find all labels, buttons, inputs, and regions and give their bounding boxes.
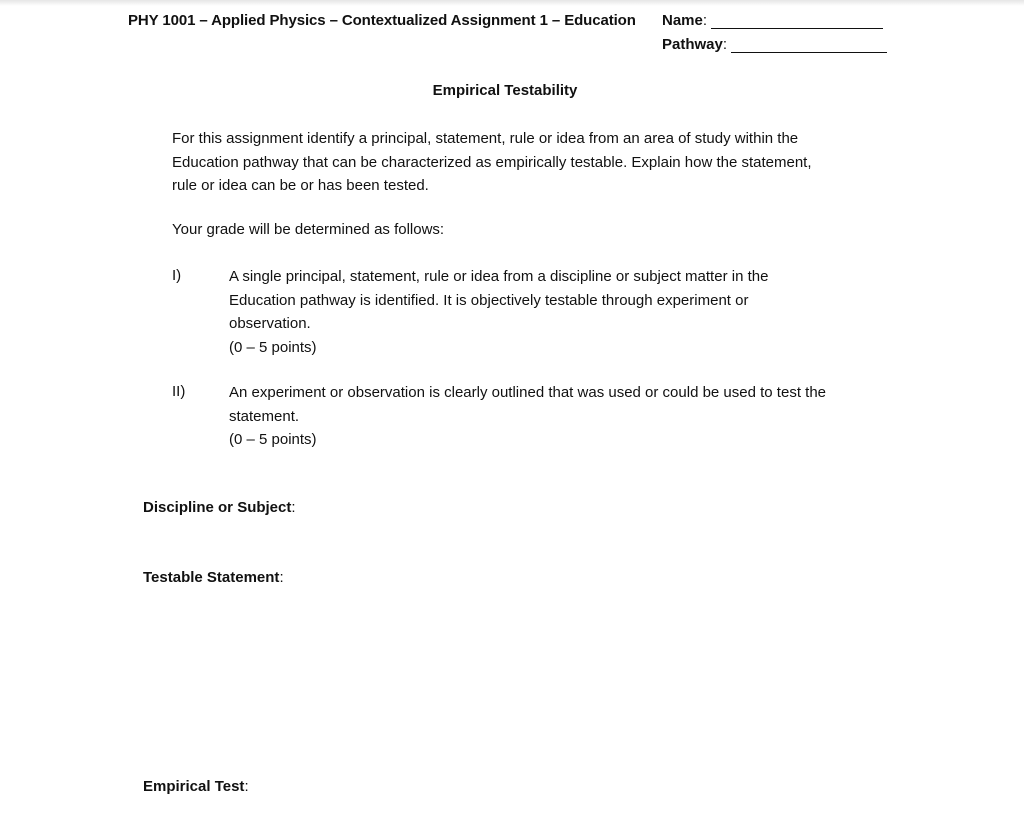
discipline-field-label: [143, 499, 296, 516]
assignment-title: PHY 1001 – Applied Physics – Contextualized Assignment 1 – Education: [128, 12, 636, 29]
testable-statement-field-label: [143, 569, 284, 586]
grade-intro: Your grade will be determined as follows:: [172, 221, 445, 238]
pathway-blank-line[interactable]: [731, 38, 887, 53]
criterion-2-number: II): [172, 383, 186, 400]
intro-paragraph: [172, 127, 872, 198]
pathway-label: Pathway: [662, 36, 723, 53]
criterion-1-number: I): [172, 267, 182, 284]
criterion-1-text: [229, 265, 889, 359]
empirical-test-colon: :: [244, 778, 249, 795]
criterion-2-line-2: statement.: [229, 407, 300, 425]
name-label: Name: [662, 12, 703, 29]
pathway-field: [662, 36, 887, 53]
criterion-2-points: (0 – 5 points): [229, 431, 317, 448]
criterion-1-points: (0 – 5 points): [229, 338, 317, 356]
name-field: [662, 12, 883, 29]
name-blank-line[interactable]: [711, 14, 883, 29]
name-colon: :: [702, 12, 708, 29]
testable-statement-label: Testable Statement: [143, 569, 280, 586]
discipline-label: Discipline or Subject: [143, 499, 292, 516]
section-title: Empirical Testability: [432, 82, 578, 99]
discipline-colon: :: [291, 499, 296, 516]
criterion-1-line-1: A single principal, statement, rule or idea from a discipline or subject matter in the: [229, 268, 769, 285]
empirical-test-label: Empirical Test: [143, 778, 245, 795]
page-top-shadow: [0, 0, 1024, 6]
intro-line-3: rule or idea can be or has been tested.: [172, 177, 429, 194]
empirical-test-field-label: [143, 778, 249, 795]
intro-line-2: Education pathway that can be characterized as empirically testable. Explain how the statement,: [172, 153, 812, 171]
criterion-1-line-3: observation.: [229, 315, 311, 332]
criterion-2-text: [229, 381, 899, 452]
pathway-colon: :: [722, 36, 728, 53]
intro-line-1: For this assignment identify a principal, statement, rule or idea from an area of study within the: [172, 130, 799, 147]
criterion-2-line-1: An experiment or observation is clearly outlined that was used or could be used to test the: [229, 384, 827, 401]
criterion-1-line-2: Education pathway is identified. It is objectively testable through experiment or: [229, 291, 749, 309]
testable-statement-colon: :: [279, 569, 284, 586]
